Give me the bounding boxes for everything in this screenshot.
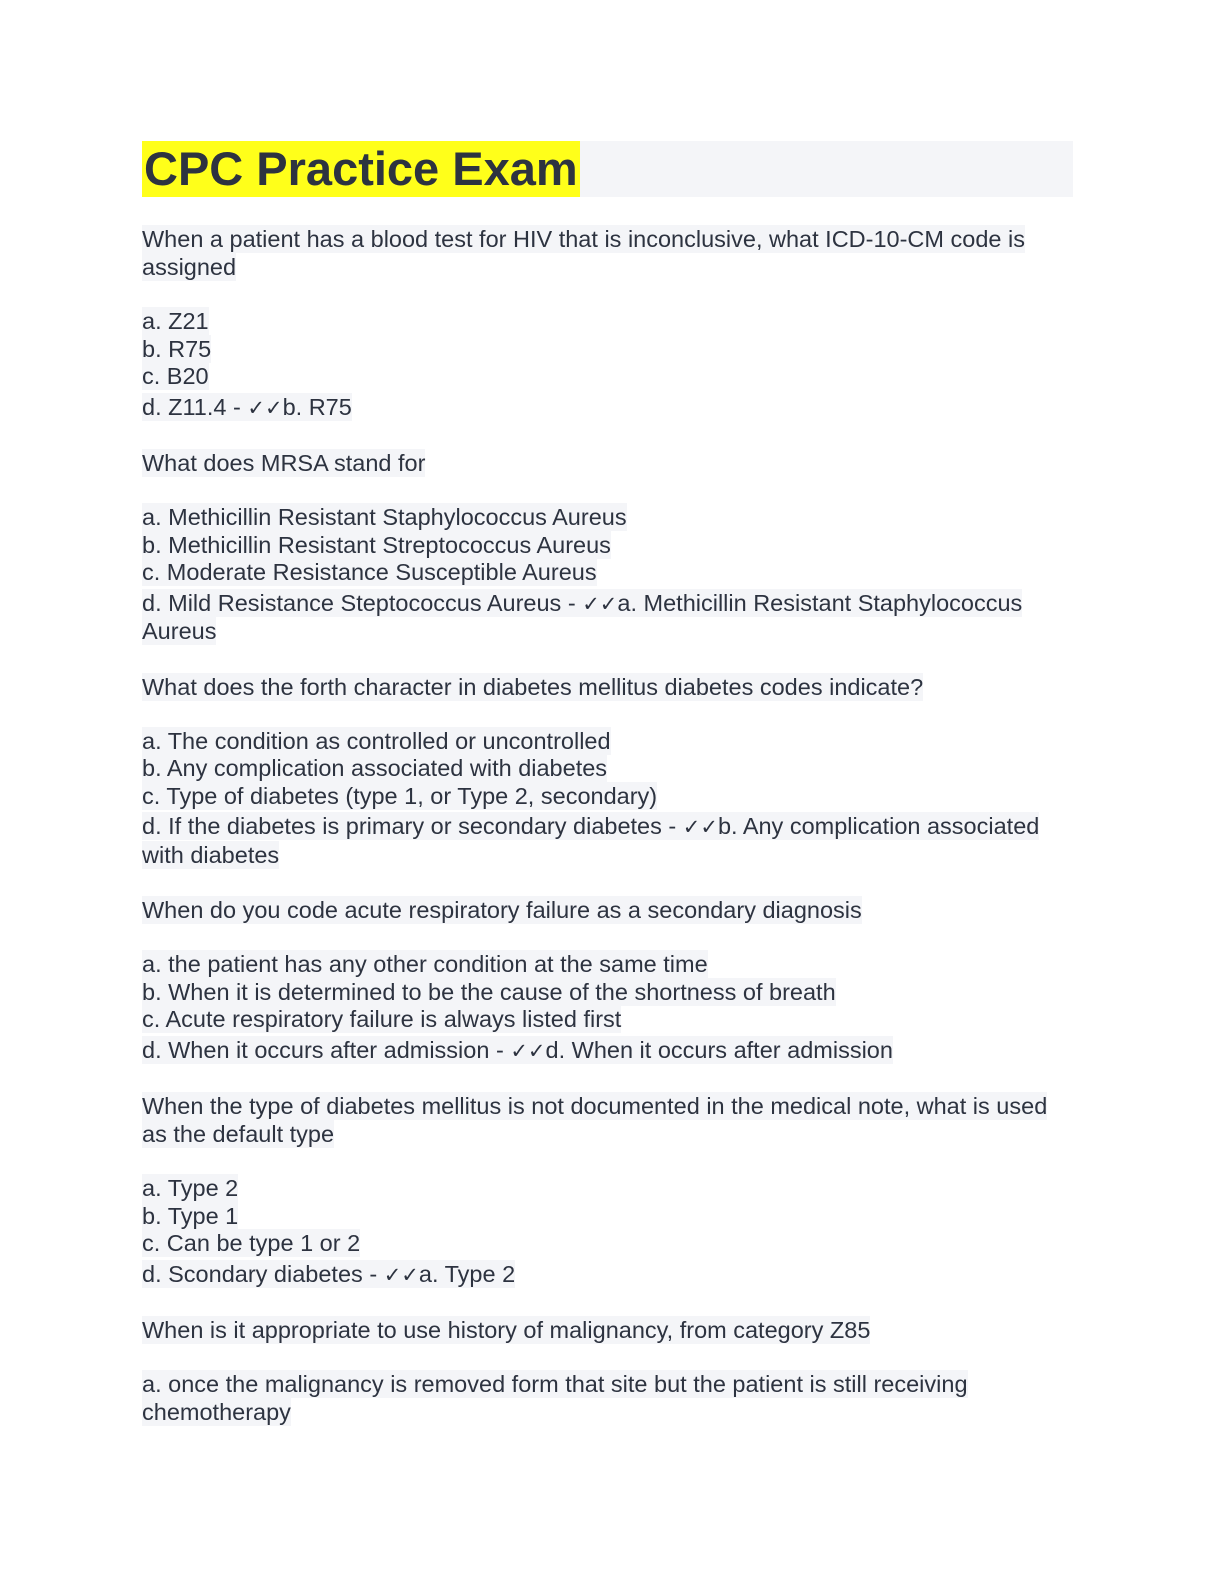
option: a. Z21: [142, 308, 209, 334]
answer-text: a. Type 2: [418, 1260, 516, 1287]
checkmark-icon: ✓✓: [682, 815, 718, 839]
answer-text: a. Methicillin Resistant Staphylococcus Aureus: [142, 589, 1023, 644]
checkmark-icon: ✓✓: [383, 1262, 419, 1287]
option-with-answer: d. If the diabetes is primary or secondary diabetes - ✓✓b. Any complication associated with diabetes: [142, 813, 1040, 868]
option: c. Acute respiratory failure is always listed first: [142, 1006, 622, 1032]
answer-text: b. Any complication associated with diabetes: [142, 813, 1040, 868]
options-list: [142, 1175, 1073, 1289]
checkmark-icon: ✓✓: [510, 1038, 546, 1063]
options-list: [142, 728, 1073, 870]
question-text: When is it appropriate to use history of malignancy, from category Z85: [142, 1317, 871, 1343]
option: b. Methicillin Resistant Streptococcus Aureus: [142, 531, 611, 558]
question-text: When a patient has a blood test for HIV that is inconclusive, what ICD-10-CM code is assigned: [142, 226, 1025, 280]
options-list: [142, 1371, 1073, 1426]
option: a. the patient has any other condition at the same time: [142, 951, 708, 977]
title-bar: [142, 141, 1073, 197]
question-block: [142, 896, 1073, 1065]
option: a. once the malignancy is removed form that site but the patient is still receiving chemotherapy: [142, 1371, 968, 1425]
question-text: What does MRSA stand for: [142, 450, 426, 476]
question-block: [142, 225, 1073, 422]
option: b. When it is determined to be the cause of the shortness of breath: [142, 978, 836, 1005]
question-text: When the type of diabetes mellitus is not documented in the medical note, what is used as the default type: [142, 1093, 1048, 1147]
option-with-answer: d. Z11.4 - ✓✓b. R75: [142, 393, 352, 420]
answer-text: b. R75: [282, 393, 352, 420]
options-list: [142, 308, 1073, 422]
option: c. Moderate Resistance Susceptible Aureus: [142, 559, 597, 585]
options-list: [142, 951, 1073, 1065]
checkmark-icon: ✓✓: [582, 591, 618, 616]
option: c. B20: [142, 363, 209, 389]
question-text: What does the forth character in diabetes mellitus diabetes codes indicate?: [142, 673, 924, 700]
option: a. Methicillin Resistant Staphylococcus Aureus: [142, 504, 627, 530]
document-page: [142, 141, 1073, 1453]
option-with-answer: d. When it occurs after admission - ✓✓d. When it occurs after admission: [142, 1036, 893, 1063]
option: a. Type 2: [142, 1175, 239, 1201]
option-with-answer: d. Mild Resistance Steptococcus Aureus - ✓✓a. Methicillin Resistant Staphylococcus Aureus: [142, 589, 1023, 644]
checkmark-icon: ✓✓: [247, 395, 283, 420]
option-with-answer: d. Scondary diabetes - ✓✓a. Type 2: [142, 1260, 516, 1287]
option: b. Any complication associated with diabetes: [142, 755, 608, 781]
option: b. R75: [142, 335, 212, 362]
options-list: [142, 504, 1073, 646]
question-block: [142, 1316, 1073, 1426]
page-title: CPC Practice Exam: [144, 142, 578, 195]
question-block: [142, 673, 1073, 870]
question-block: [142, 1092, 1073, 1289]
option: b. Type 1: [142, 1202, 239, 1229]
answer-text: d. When it occurs after admission: [545, 1036, 893, 1063]
question-block: [142, 449, 1073, 646]
option: a. The condition as controlled or uncontrolled: [142, 727, 611, 754]
option: c. Can be type 1 or 2: [142, 1230, 361, 1256]
option: c. Type of diabetes (type 1, or Type 2, secondary): [142, 782, 658, 809]
question-text: When do you code acute respiratory failure as a secondary diagnosis: [142, 897, 862, 923]
